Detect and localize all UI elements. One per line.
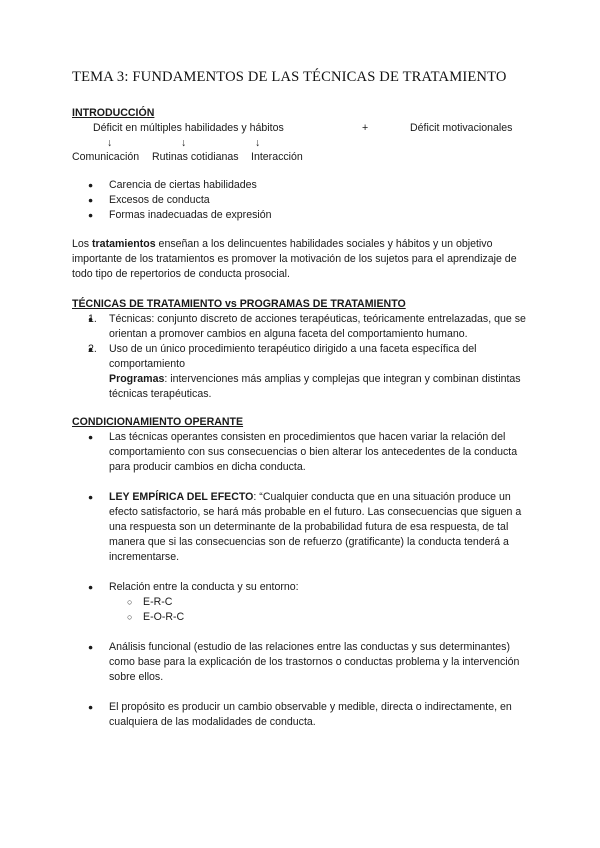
list-item <box>88 490 532 565</box>
relation-text: Relación entre la conducta y su entorno: <box>109 581 299 593</box>
list-item: ● Formas inadecuadas de expresión <box>88 208 528 223</box>
item-text: Uso de un único procedimiento terapéutico dirigido a una faceta específica del comportamiento <box>109 343 477 370</box>
sub-list-item: ○ E-O-R-C <box>127 610 532 625</box>
programs-text: : intervenciones más amplias y complejas que integran y combinan distintas técnicas terapéuticas. <box>109 373 521 400</box>
sub-list-item: ○ E-R-C <box>127 595 532 610</box>
sub-list <box>127 595 532 625</box>
intro-paragraph <box>72 237 528 282</box>
law-text: : “Cualquier conducta que en una situación produce un efecto satisfactorio, se hará más probable en el futuro. Las consecuencias que siguen a una respuesta son un determinante de la probabilidad futura de esa respuesta, de tal manera que si las consecuencias son de refuerzo (gratificante) la conducta tenderá a incrementarse. <box>109 491 522 563</box>
techniques-heading: TÉCNICAS DE TRATAMIENTO vs PROGRAMAS DE TRATAMIENTO <box>72 298 406 310</box>
techniques-list <box>88 312 532 402</box>
outcome-routines: Rutinas cotidianas <box>152 151 239 163</box>
para-prefix: Los <box>72 238 93 250</box>
item-number: ● 1. <box>88 313 97 325</box>
para-bold-term: tratamientos <box>92 238 156 250</box>
para-text: enseñan a los delincuentes habilidades sociales y hábitos y un objetivo importante de los tratamientos es promover la motivación de los sujetos para el aprendizaje de todo tipo de repertorios de conducta prosocial. <box>72 238 517 280</box>
arrow-down-icon: ↓ <box>107 137 113 149</box>
outcome-communication: Comunicación <box>72 151 140 163</box>
list-item: ● Análisis funcional (estudio de las relaciones entre las conductas y sus determinantes) como base para la explicación de los trastornos o conductas problema y la intervención sobre ellos. <box>88 640 532 685</box>
item-number: ● 2. <box>88 343 97 355</box>
deficit-motivational-label: Déficit motivacionales <box>410 122 513 134</box>
intro-heading: INTRODUCCIÓN <box>72 107 155 119</box>
list-item <box>88 580 532 625</box>
list-item <box>88 342 532 402</box>
arrow-down-icon: ↓ <box>255 137 261 149</box>
list-item <box>88 312 532 342</box>
arrow-down-icon: ↓ <box>181 137 187 149</box>
operant-list <box>88 430 532 730</box>
intro-bullet-list <box>88 178 528 223</box>
list-item: ● Las técnicas operantes consisten en procedimientos que hacen variar la relación del comportamiento con sus consecuencias o bien alterar los antecedentes de la conducta para producir cambios en dicha conducta. <box>88 430 532 475</box>
operant-heading: CONDICIONAMIENTO OPERANTE <box>72 416 244 428</box>
programs-bold: Programas <box>109 373 165 385</box>
list-item: ● Carencia de ciertas habilidades <box>88 178 528 193</box>
outcome-interaction: Interacción <box>251 151 303 163</box>
item-text: Técnicas: conjunto discreto de acciones terapéuticas, teóricamente entrelazadas, que se orientan a promover cambios en alguna faceta del comportamiento humano. <box>109 313 526 340</box>
page-title: TEMA 3: FUNDAMENTOS DE LAS TÉCNICAS DE TRATAMIENTO <box>72 69 507 85</box>
deficit-habits-label: Déficit en múltiples habilidades y hábitos <box>93 122 284 134</box>
list-item: ● El propósito es producir un cambio observable y medible, directa o indirectamente, en cualquiera de las modalidades de conducta. <box>88 700 532 730</box>
plus-sign: + <box>362 122 369 134</box>
list-item: ● Excesos de conducta <box>88 193 528 208</box>
law-bold: LEY EMPÍRICA DEL EFECTO <box>109 491 254 503</box>
